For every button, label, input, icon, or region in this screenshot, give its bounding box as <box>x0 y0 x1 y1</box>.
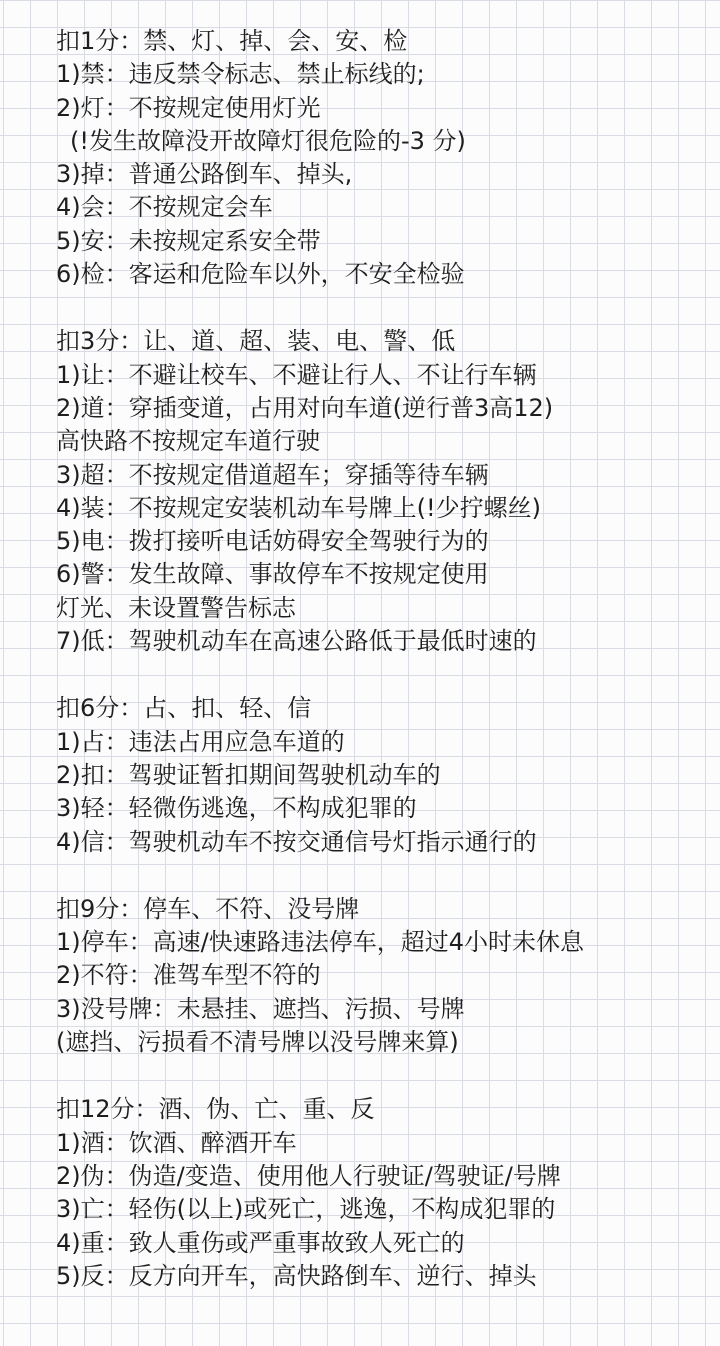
section-heading: 扣3分：让、道、超、装、电、警、低 <box>56 327 456 356</box>
rule-line: 4)装：不按规定安装机动车号牌上(!少拧螺丝) <box>56 493 541 522</box>
rule-line: 5)反：反方向开车，高快路倒车、逆行、掉头 <box>56 1261 537 1290</box>
rule-line: 2)道：穿插变道，占用对向车道(逆行普3高12) <box>56 393 554 422</box>
rule-line-continued: 高快路不按规定车道行驶 <box>56 427 320 456</box>
rule-line: 3)超：不按规定借道超车；穿插等待车辆 <box>56 460 489 489</box>
rule-line: 1)停车：高速/快速路违法停车，超过4小时未休息 <box>56 928 584 957</box>
rule-note: (遮挡、污损看不清号牌以没号牌来算) <box>56 1028 459 1057</box>
section-deduct-3 <box>56 325 720 658</box>
rule-line: 3)掉：普通公路倒车、掉头, <box>56 160 353 189</box>
section-deduct-12 <box>56 1093 720 1293</box>
rule-line: 1)占：违法占用应急车道的 <box>56 727 345 756</box>
rule-line-continued: 灯光、未设置警告标志 <box>56 593 296 622</box>
section-heading: 扣1分：禁、灯、掉、会、安、检 <box>56 27 408 55</box>
rule-line: 1)酒：饮酒、醉酒开车 <box>56 1128 297 1157</box>
section-heading: 扣9分：停车、不符、没号牌 <box>56 894 360 923</box>
rule-line: 3)没号牌：未悬挂、遮挡、污损、号牌 <box>56 994 465 1023</box>
section-deduct-1 <box>56 25 720 291</box>
rule-line: 2)伪：伪造/变造、使用他人行驶证/驾驶证/号牌 <box>56 1161 561 1190</box>
rule-line: 4)重：致人重伤或严重事故致人死亡的 <box>56 1228 465 1257</box>
rule-line: 6)警：发生故障、事故停车不按规定使用 <box>56 560 489 589</box>
rule-line: 5)安：未按规定系安全带 <box>56 226 321 255</box>
section-heading: 扣12分：酒、伪、亡、重、反 <box>56 1095 375 1124</box>
rule-line: 1)让：不避让校车、不避让行人、不让行车辆 <box>56 360 537 389</box>
rule-line: 2)灯：不按规定使用灯光 <box>56 93 321 122</box>
rule-line: 3)轻：轻微伤逃逸，不构成犯罪的 <box>56 794 417 823</box>
rule-line: 2)不符：准驾车型不符的 <box>56 961 321 990</box>
section-deduct-6 <box>56 692 720 858</box>
rule-line: 7)低：驾驶机动车在高速公路低于最低时速的 <box>56 627 537 656</box>
rule-line: 5)电：拨打接听电话妨碍安全驾驶行为的 <box>56 527 489 556</box>
rule-note: (!发生故障没开故障灯很危险的-3 分) <box>70 126 466 155</box>
rule-line: 3)亡：轻伤(以上)或死亡，逃逸，不构成犯罪的 <box>56 1195 556 1224</box>
rule-line: 6)检：客运和危险车以外，不安全检验 <box>56 260 465 289</box>
rule-line: 1)禁：违反禁令标志、禁止标线的; <box>56 60 425 89</box>
section-heading: 扣6分：占、扣、轻、信 <box>56 694 312 723</box>
rule-line: 2)扣：驾驶证暂扣期间驾驶机动车的 <box>56 760 441 789</box>
rule-line: 4)会：不按规定会车 <box>56 193 273 222</box>
rule-line: 4)信：驾驶机动车不按交通信号灯指示通行的 <box>56 827 537 856</box>
section-deduct-9 <box>56 893 720 1059</box>
